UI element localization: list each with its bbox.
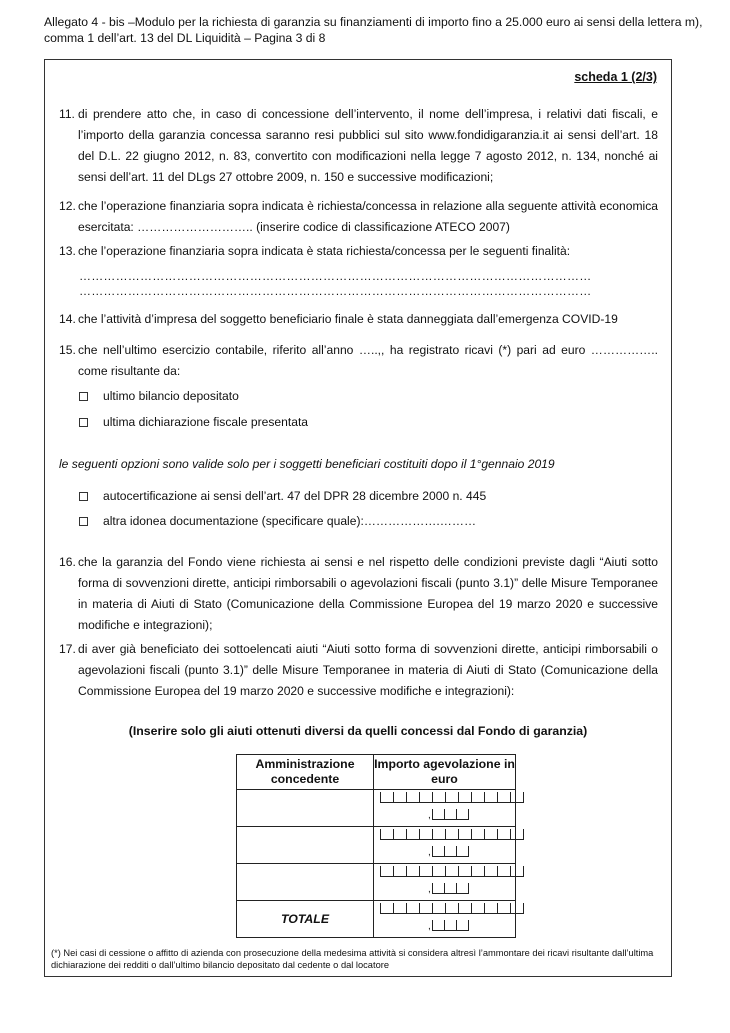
optional-note: le seguenti opzioni sono valide solo per i soggetti beneficiari costituiti dopo il 1°gennaio 2019 xyxy=(59,457,555,471)
item-text: di aver già beneficiato dei sottoelencati aiuti “Aiuti sotto forma di sovvenzioni dirette, anticipi rimborsabili o agevolazioni fiscali (punto 3.1)” delle Misure Temporanee in materia di Aiuti di Stato (Comunicazione della Commissione Europea del 19 marzo 2020 e successive modifiche e integrazioni): xyxy=(78,642,658,698)
checkbox-label: ultimo bilancio depositato xyxy=(103,389,239,403)
form-frame xyxy=(44,59,672,977)
table-row xyxy=(237,864,516,901)
col-importo: Importo agevolazione in euro xyxy=(374,755,516,790)
item-number: 17. xyxy=(59,642,76,656)
item-16 xyxy=(59,552,658,636)
amministrazione-field[interactable] xyxy=(237,827,374,864)
item-text: che l’operazione finanziaria sopra indicata è richiesta/concessa in relazione alla seguente attività economica esercitata: ……………………….. (inserire codice di classificazione ATECO 2007) xyxy=(78,199,658,234)
item-11 xyxy=(59,104,658,188)
checkbox-label: autocertificazione ai sensi dell’art. 47 del DPR 28 dicembre 2000 n. 445 xyxy=(103,489,487,503)
decimal-digit-boxes: , xyxy=(428,846,469,858)
item-17 xyxy=(59,639,658,702)
scheda-label: scheda 1 (2/3) xyxy=(574,70,657,84)
item-15 xyxy=(59,340,658,382)
item-text: che l’attività d’impresa del soggetto beneficiario finale è stata danneggiata dall’emergenza COVID-19 xyxy=(78,312,618,326)
item-12 xyxy=(59,196,658,238)
decimal-digit-boxes: , xyxy=(428,809,469,821)
decimal-digit-boxes: , xyxy=(428,920,469,932)
footnote: (*) Nei casi di cessione o affitto di azienda con prosecuzione della medesima attività si considera altresì l’ammontare dei ricavi risultante dall’ultima dichiarazione dei redditi o dall’ultimo bilancio depositato dal cedente o dal locatore xyxy=(51,948,654,970)
item-number: 16. xyxy=(59,555,76,569)
item-text: che la garanzia del Fondo viene richiesta ai sensi e nel rispetto delle condizioni previste dagli “Aiuti sotto forma di sovvenzioni dirette, anticipi rimborsabili o agevolazioni fiscali (punto 3.1)” delle Misure Temporanee in materia di Aiuti di Stato (Comunicazione della Commissione Europea del 19 marzo 2020 e successive modifiche e integrazioni); xyxy=(78,555,658,632)
page-header xyxy=(44,14,704,46)
item-14 xyxy=(59,309,658,330)
item-13 xyxy=(59,241,658,262)
item-text: che nell’ultimo esercizio contabile, riferito all’anno …..,, ha registrato ricavi (*) pari ad euro …………….. come risultante da: xyxy=(78,343,658,378)
item-text: di prendere atto che, in caso di concessione dell’intervento, il nome dell’impresa, i relativi dati fiscali, e l’importo della garanzia concessa saranno resi pubblici sul sito www.fondidigaranzia.it ai sensi dell’art. 18 del D.L. 22 giugno 2012, n. 83, convertito con modificazioni nella legge 7 agosto 2012, n. 134, nonché ai sensi dell’art. 11 del DLgs 27 ottobre 2009, n. 150 e successive modificazioni; xyxy=(78,107,658,184)
checkbox-ultima-dichiarazione[interactable] xyxy=(79,414,308,430)
amministrazione-field[interactable] xyxy=(237,790,374,827)
item-number: 15. xyxy=(59,343,76,357)
importo-field[interactable] xyxy=(374,827,516,864)
checkbox-icon[interactable] xyxy=(79,492,88,501)
table-row xyxy=(237,827,516,864)
dotted-line-1: ……………………………………………………………………………………………………………… xyxy=(79,269,592,283)
checkbox-ultimo-bilancio[interactable] xyxy=(79,388,239,404)
table-header-row xyxy=(237,755,516,790)
col-amministrazione: Amministrazione concedente xyxy=(237,755,374,790)
checkbox-icon[interactable] xyxy=(79,392,88,401)
integer-digit-boxes xyxy=(380,829,524,841)
table-total-row xyxy=(237,901,516,938)
checkbox-icon[interactable] xyxy=(79,517,88,526)
amministrazione-field[interactable] xyxy=(237,864,374,901)
header-line-1: Allegato 4 - bis –Modulo per la richiesta di garanzia su finanziamenti di importo fino a 25.000 euro ai sensi della lettera m), xyxy=(44,15,703,29)
checkbox-label: ultima dichiarazione fiscale presentata xyxy=(103,415,309,429)
item-number: 11. xyxy=(59,107,75,121)
header-line-2: comma 1 dell’art. 13 del DL Liquidità – Pagina 3 di 8 xyxy=(44,31,326,45)
table-row xyxy=(237,790,516,827)
item-number: 12. xyxy=(59,199,76,213)
item-number: 14. xyxy=(59,312,76,326)
importo-field[interactable] xyxy=(374,864,516,901)
integer-digit-boxes xyxy=(380,792,524,804)
dotted-line-2: ……………………………………………………………………………………………………………… xyxy=(79,284,592,298)
integer-digit-boxes xyxy=(380,866,524,878)
decimal-digit-boxes: , xyxy=(428,883,469,895)
totale-importo-field[interactable] xyxy=(374,901,516,938)
aid-table xyxy=(236,754,516,938)
table-title: (Inserire solo gli aiuti ottenuti diversi da quelli concessi dal Fondo di garanzia) xyxy=(128,724,588,738)
item-text: che l’operazione finanziaria sopra indicata è stata richiesta/concessa per le seguenti finalità: xyxy=(78,244,571,258)
integer-digit-boxes xyxy=(380,903,524,915)
totale-label: TOTALE xyxy=(237,901,374,938)
checkbox-autocertificazione[interactable] xyxy=(79,488,486,504)
checkbox-altra-documentazione[interactable] xyxy=(79,513,476,529)
checkbox-label: altra idonea documentazione (specificare quale):……………….……… xyxy=(103,514,477,528)
importo-field[interactable] xyxy=(374,790,516,827)
checkbox-icon[interactable] xyxy=(79,418,88,427)
item-number: 13. xyxy=(59,244,76,258)
